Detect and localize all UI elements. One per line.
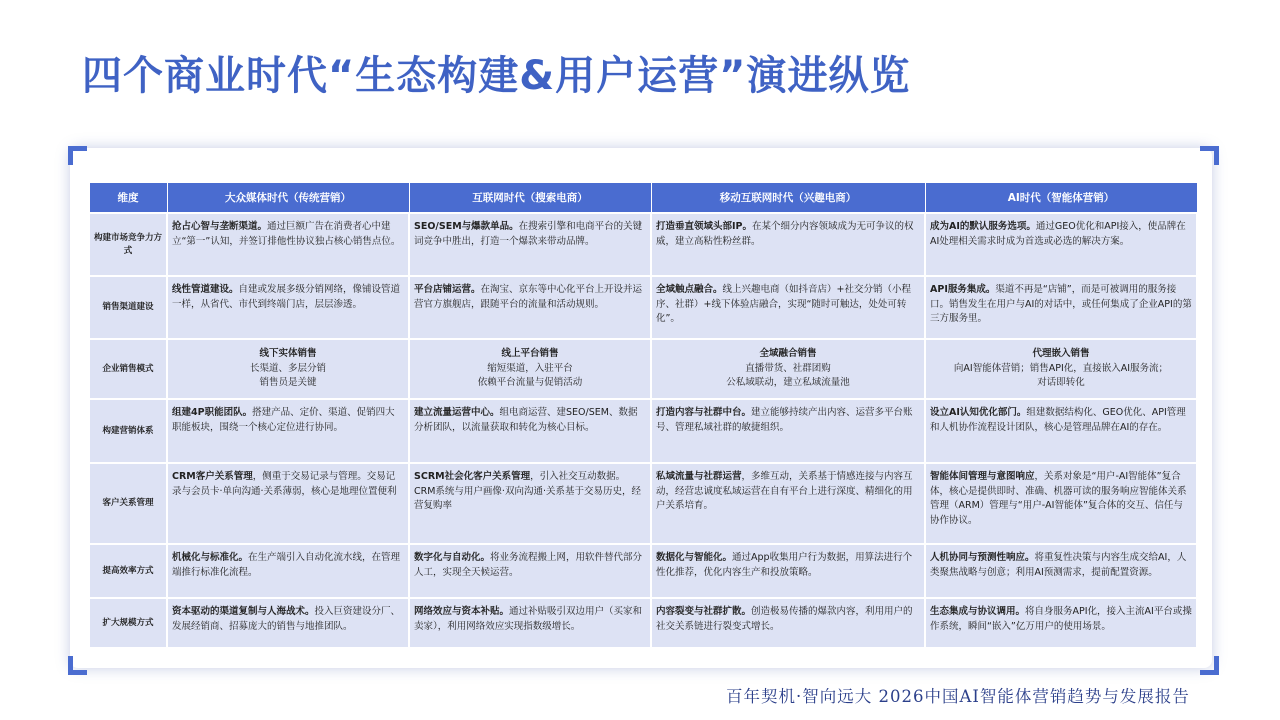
row-dimension-label: 构建营销体系 (89, 399, 167, 463)
table-row (89, 339, 1197, 399)
header-dimension: 维度 (89, 183, 167, 214)
table-row (89, 598, 1197, 648)
table-cell: API服务集成。渠道不再是“店铺”，而是可被调用的服务接口。销售发生在用户与AI的对话中，或任何集成了企业API的第三方服务里。 (925, 276, 1197, 339)
table-cell: SEO/SEM与爆款单品。在搜索引擎和电商平台的关键词竞争中胜出，打造一个爆款来带动品牌。 (409, 213, 651, 276)
table-cell: 打造内容与社群中台。建立能够持续产出内容、运营多平台账号、管理私域社群的敏捷组织。 (651, 399, 925, 463)
table-cell: 智能体间管理与意图响应，关系对象是“用户-AI智能体”复合体，核心是提供即时、准确、机器可读的服务响应智能体关系管理（ARM）管理与“用户-AI智能体”复合体的交互、信任与协作协议。 (925, 463, 1197, 544)
corner-decoration-top-right (1200, 146, 1219, 165)
corner-decoration-top-left (68, 146, 87, 165)
table-cell: 数据化与智能化。通过App收集用户行为数据，用算法进行个性化推荐，优化内容生产和投放策略。 (651, 544, 925, 598)
table-cell: 线性管道建设。自建或发展多级分销网络，像铺设管道一样，从省代、市代到终端门店，层层渗透。 (167, 276, 409, 339)
table-cell: 线上平台销售 缩短渠道，入驻平台 依赖平台流量与促销活动 (409, 339, 651, 399)
table-row (89, 399, 1197, 463)
table-cell: 成为AI的默认服务选项。通过GEO优化和API接入，使品牌在AI处理相关需求时成为首选或必选的解决方案。 (925, 213, 1197, 276)
table-cell: 设立AI认知优化部门。组建数据结构化、GEO优化、API管理和人机协作流程设计团队，核心是管理品牌在AI的存在。 (925, 399, 1197, 463)
header-mass-media-era: 大众媒体时代（传统营销） (167, 183, 409, 214)
row-dimension-label: 构建市场竞争力方式 (89, 213, 167, 276)
table-cell: 全域触点融合。线上兴趣电商（如抖音店）+社交分销（小程序、社群）+线下体验店融合，实现“随时可触达，处处可转化”。 (651, 276, 925, 339)
table-row (89, 276, 1197, 339)
table-cell: 私域流量与社群运营，多维互动，关系基于情感连接与内容互动，经营忠诚度私域运营在自有平台上进行深度、精细化的用户关系培育。 (651, 463, 925, 544)
table-cell: SCRM社会化客户关系管理，引入社交互动数据。CRM系统与用户画像·双向沟通·关系基于交易历史，经营复购率 (409, 463, 651, 544)
header-internet-era: 互联网时代（搜索电商） (409, 183, 651, 214)
corner-decoration-bottom-left (68, 656, 87, 675)
header-ai-era: AI时代（智能体营销） (925, 183, 1197, 214)
table-cell: 打造垂直领域头部IP。在某个细分内容领域成为无可争议的权威，建立高粘性粉丝群。 (651, 213, 925, 276)
table-cell: 内容裂变与社群扩散。创造极易传播的爆款内容，利用用户的社交关系链进行裂变式增长。 (651, 598, 925, 648)
table-row (89, 213, 1197, 276)
table-cell: 生态集成与协议调用。将自身服务API化，接入主流AI平台或操作系统，瞬间“嵌入”亿万用户的使用场景。 (925, 598, 1197, 648)
footer-report-title: 百年契机·智向远大 2026中国AI智能体营销趋势与发展报告 (726, 687, 1190, 706)
table-cell: 线下实体销售 长渠道、多层分销 销售员是关键 (167, 339, 409, 399)
row-dimension-label: 销售渠道建设 (89, 276, 167, 339)
table-cell: 资本驱动的渠道复制与人海战术。投入巨资建设分厂、发展经销商、招募庞大的销售与地推团队。 (167, 598, 409, 648)
table-cell: 全域融合销售 直播带货、社群团购 公私域联动，建立私域流量池 (651, 339, 925, 399)
table-cell: 代理嵌入销售 向AI智能体营销；销售API化，直接嵌入AI服务流； 对话即转化 (925, 339, 1197, 399)
table-cell: 组建4P职能团队。搭建产品、定价、渠道、促销四大职能板块，围绕一个核心定位进行协同。 (167, 399, 409, 463)
table-cell: 人机协同与预测性响应。将重复性决策与内容生成交给AI，人类聚焦战略与创意；利用AI预测需求，提前配置资源。 (925, 544, 1197, 598)
table-cell: 网络效应与资本补贴。通过补贴吸引双边用户（买家和卖家），利用网络效应实现指数级增长。 (409, 598, 651, 648)
table-row (89, 463, 1197, 544)
corner-decoration-bottom-right (1200, 656, 1219, 675)
page-title: 四个商业时代“生态构建&用户运营”演进纵览 (82, 53, 911, 99)
row-dimension-label: 提高效率方式 (89, 544, 167, 598)
table-header-row (89, 183, 1197, 214)
header-mobile-internet-era: 移动互联网时代（兴趣电商） (651, 183, 925, 214)
table-cell: 抢占心智与垄断渠道。通过巨额广告在消费者心中建立“第一”认知，并签订排他性协议独占核心销售点位。 (167, 213, 409, 276)
row-dimension-label: 客户关系管理 (89, 463, 167, 544)
row-dimension-label: 扩大规模方式 (89, 598, 167, 648)
table-cell: 平台店铺运营。在淘宝、京东等中心化平台上开设并运营官方旗舰店，跟随平台的流量和活动规则。 (409, 276, 651, 339)
table-row (89, 544, 1197, 598)
row-dimension-label: 企业销售模式 (89, 339, 167, 399)
table-cell: 建立流量运营中心。组电商运营、建SEO/SEM、数据分析团队，以流量获取和转化为核心目标。 (409, 399, 651, 463)
table-cell: 机械化与标准化。在生产端引入自动化流水线，在管理端推行标准化流程。 (167, 544, 409, 598)
comparison-table (88, 182, 1198, 649)
table-cell: 数字化与自动化。将业务流程搬上网，用软件替代部分人工，实现全天候运营。 (409, 544, 651, 598)
table-cell: CRM客户关系管理，侧重于交易记录与管理。交易记录与会员卡·单向沟通·关系薄弱，核心是地理位置便利 (167, 463, 409, 544)
